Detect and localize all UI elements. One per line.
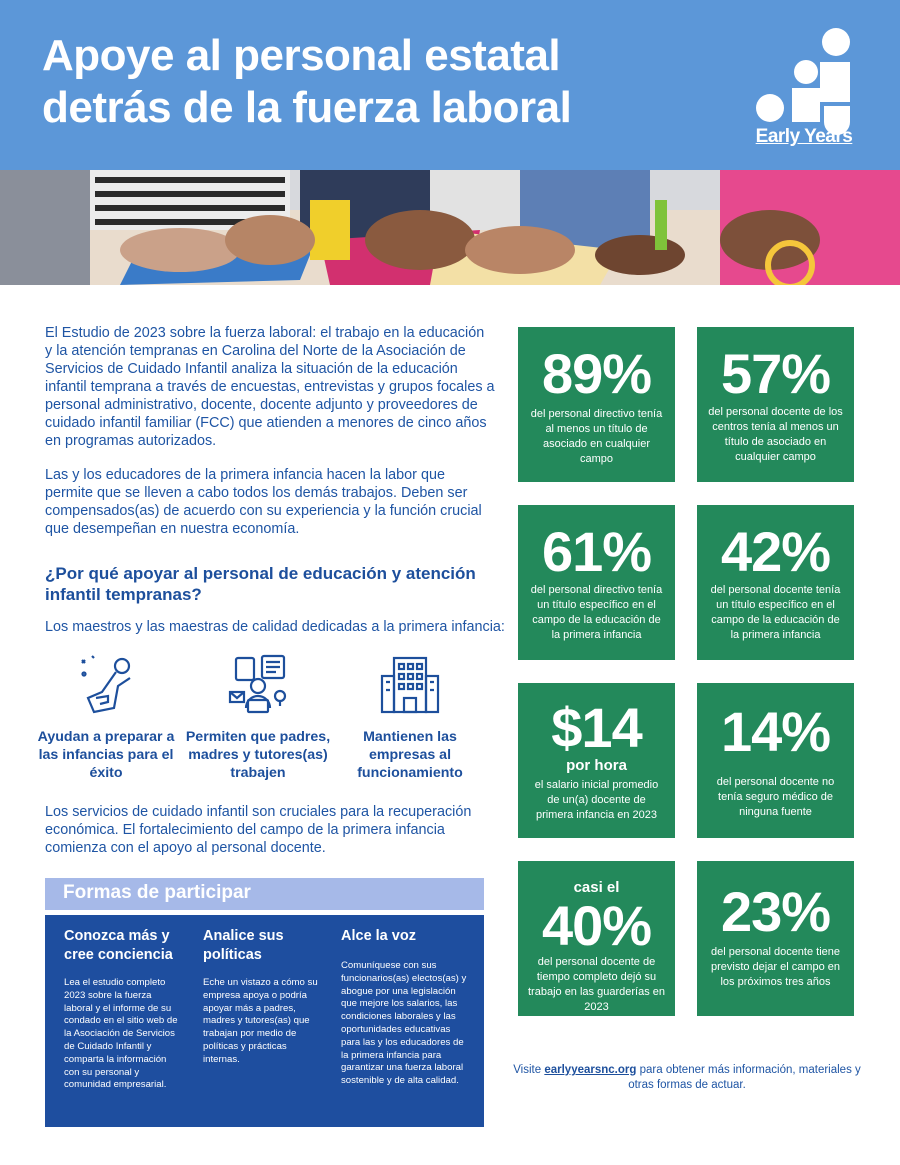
stat-description: del personal directivo tenía un título específico en el campo de la educación de la primera infancia xyxy=(530,584,663,641)
intro-paragraph-1: El Estudio de 2023 sobre la fuerza laboral: el trabajo en la educación y la atención tempranas en Carolina del Norte de la Asociación de Servicios de Cuidado Infantil analiza la situación de la educación infantil temprana a través de encuestas, entrevistas y grupos focales a personal administrativo, docente, docente adjunto y proveedores de cuidado infantil familiar (FCC) que atienden a menores de cinco años en programas autorizados. xyxy=(45,325,495,449)
ways-title: Formas de participar xyxy=(63,882,251,903)
why-support-heading: ¿Por qué apoyar al personal de educación y atención infantil tempranas? xyxy=(45,564,476,604)
stat-value: 89% xyxy=(541,342,652,405)
stat-description: del personal docente de los centros tenía al menos un título de asociado en cualquier campo xyxy=(708,406,843,463)
stat-description: del personal docente tenía un título específico en el campo de la educación de la primera infancia xyxy=(710,584,841,641)
ways-panel xyxy=(45,915,484,1127)
stat-description: el salario inicial promedio de un(a) docente de primera infancia en 2023 xyxy=(534,779,659,821)
website-link[interactable]: earlyyearsnc.org xyxy=(544,1064,637,1076)
stat-value: 42% xyxy=(720,520,831,583)
stat-description: del personal docente no tenía seguro médico de ninguna fuente xyxy=(716,776,835,818)
stat-description: del personal directivo tenía al menos un título de asociado en cualquier campo xyxy=(530,408,663,465)
ways-header-bar xyxy=(45,878,484,910)
stat-value: 23% xyxy=(720,880,831,943)
stat-box xyxy=(697,327,854,482)
ways-column-body: Eche un vistazo a cómo su empresa apoya o podría apoyar más a padres, madres y tutores(as) que trabajan por medio de políticas y prácticas internas. xyxy=(203,977,318,1065)
header-banner xyxy=(0,0,900,170)
visit-prefix: Visite xyxy=(513,1064,542,1076)
stat-box xyxy=(518,683,675,838)
stat-value: 14% xyxy=(720,700,831,763)
header-photo xyxy=(0,170,900,285)
stat-value: 57% xyxy=(720,342,831,405)
benefit-prepare-children xyxy=(31,652,181,782)
stat-box xyxy=(697,683,854,838)
ways-column-heading: Conozca más y cree conciencia xyxy=(64,928,173,963)
working-parent-icon xyxy=(226,652,290,716)
child-success-icon xyxy=(74,652,138,716)
stat-box xyxy=(518,505,675,660)
benefit-label: Permiten que padres, madres y tutores(as) trabajen xyxy=(185,729,331,781)
page-title: Apoye al personal estatal detrás de la fuerza laboral xyxy=(42,31,572,132)
benefit-parents-work xyxy=(183,652,333,782)
logo-text: Early Years xyxy=(755,126,853,147)
intro-paragraph-2: Las y los educadores de la primera infancia hacen la labor que permite que se lleven a cabo todos los demás trabajos. Deben ser compensados(as) de acuerdo con su experiencia y la función crucial que desempeñan en nuestra economía. xyxy=(45,467,482,537)
visit-note xyxy=(512,1063,862,1093)
benefit-businesses xyxy=(335,652,485,782)
stat-value: $14 xyxy=(551,696,642,759)
ways-column-heading: Alce la voz xyxy=(341,928,416,944)
ways-column-body: Comuníquese con sus funcionarios(as) electos(as) y abogue por una legislación que mejore los salarios, las condiciones laborales y las oportunidades educativas para las y los educadores de la primera infancia para garantizar una fuerza laboral sostenible y de alta calidad. xyxy=(341,960,467,1087)
stat-box xyxy=(697,505,854,660)
stat-value: 40% xyxy=(541,894,652,957)
stat-box xyxy=(697,861,854,1016)
ways-column-learn xyxy=(64,927,182,1092)
stat-box xyxy=(518,861,675,1016)
benefit-label: Mantienen las empresas al funcionamiento xyxy=(357,729,463,781)
ways-column-body: Lea el estudio completo 2023 sobre la fuerza laboral y el informe de su condado en el sitio web de la Asociación de Servicios de Cuidado Infantil y comparta la información con su personal y comunidad empresarial. xyxy=(64,977,178,1091)
stat-description: del personal docente tiene previsto dejar el campo en los próximos tres años xyxy=(710,946,841,988)
stat-description: del personal docente de tiempo completo dejó su trabajo en las guarderías en 2023 xyxy=(528,956,665,1013)
stat-unit: por hora xyxy=(566,757,627,774)
services-paragraph: Los servicios de cuidado infantil son cruciales para la recuperación económica. El fortalecimiento del campo de la primera infancia comienza con el apoyo al personal docente. xyxy=(45,804,472,856)
stat-box xyxy=(518,327,675,482)
ways-column-heading: Analice sus políticas xyxy=(203,928,284,963)
office-building-icon xyxy=(378,652,442,716)
stat-value: 61% xyxy=(541,520,652,583)
benefit-label: Ayudan a preparar a las infancias para el éxito xyxy=(37,729,175,781)
why-support-subtitle: Los maestros y las maestras de calidad dedicadas a la primera infancia: xyxy=(45,619,505,635)
ways-column-policies xyxy=(203,927,321,1067)
ways-column-voice xyxy=(341,927,467,1088)
visit-suffix: para obtener más información, materiales y otras formas de actuar. xyxy=(628,1064,861,1091)
stat-prefix: casi el xyxy=(573,879,620,896)
